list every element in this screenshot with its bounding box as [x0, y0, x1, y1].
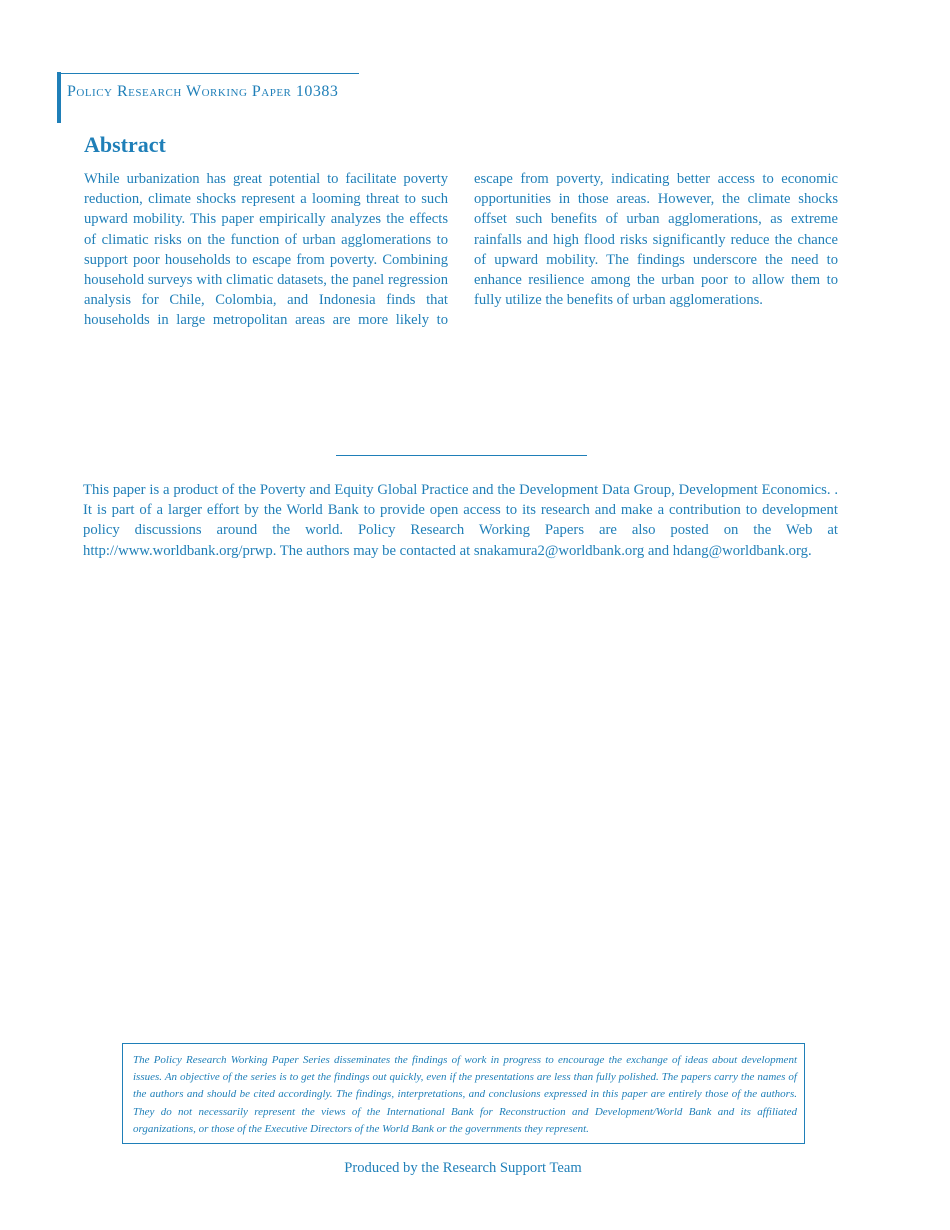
abstract-body: While urbanization has great potential to facilitate poverty reduction, climate shocks represent a looming threat to such upward mobility. This paper empirically analyzes the effects of climatic risks on the function of urban agglomerations to support poor households to escape from poverty. Combining household surveys with climatic datasets, the panel regression analysis for Chile, Colombia, and Indonesia finds that households in large metropolitan areas are more likely to escape from poverty, indicating better access to economic opportunities in those areas. However, the climate shocks offset such benefits of urban agglomerations, as extreme rainfalls and high flood risks significantly reduce the chance of upward mobility. The findings underscore the need to enhance resilience among the urban poor to allow them to fully utilize the benefits of urban agglomerations. — [84, 171, 838, 329]
disclaimer-box — [122, 1043, 805, 1144]
abstract-heading: Abstract — [84, 132, 166, 157]
series-title: Policy Research Working Paper 10383 — [67, 83, 339, 100]
series-accent-bar — [57, 72, 61, 123]
section-divider — [336, 455, 587, 456]
product-note: This paper is a product of the Poverty and Equity Global Practice and the Development Data Group, Development Economics. . It is part of a larger effort by the World Bank to provide open access to its research and make a contribution to development policy discussions around the world. Policy Research Working Papers are also posted on the Web at http://www.worldbank.org/prwp. The authors may be contacted at snakamura2@worldbank.org and hdang@worldbank.org. — [83, 482, 838, 559]
disclaimer-text: The Policy Research Working Paper Series disseminates the findings of work in progress to encourage the exchange of ideas about development issues. An objective of the series is to get the findings out quickly, even if the presentations are less than fully polished. The papers carry the names of the authors and should be cited accordingly. The findings, interpretations, and conclusions expressed in this paper are entirely those of the authors. They do not necessarily represent the views of the International Bank for Reconstruction and Development/World Bank and its affiliated organizations, or those of the Executive Directors of the World Bank or the governments they represent. — [133, 1054, 797, 1135]
produced-by: Produced by the Research Support Team — [344, 1160, 582, 1176]
series-top-rule — [61, 73, 359, 74]
